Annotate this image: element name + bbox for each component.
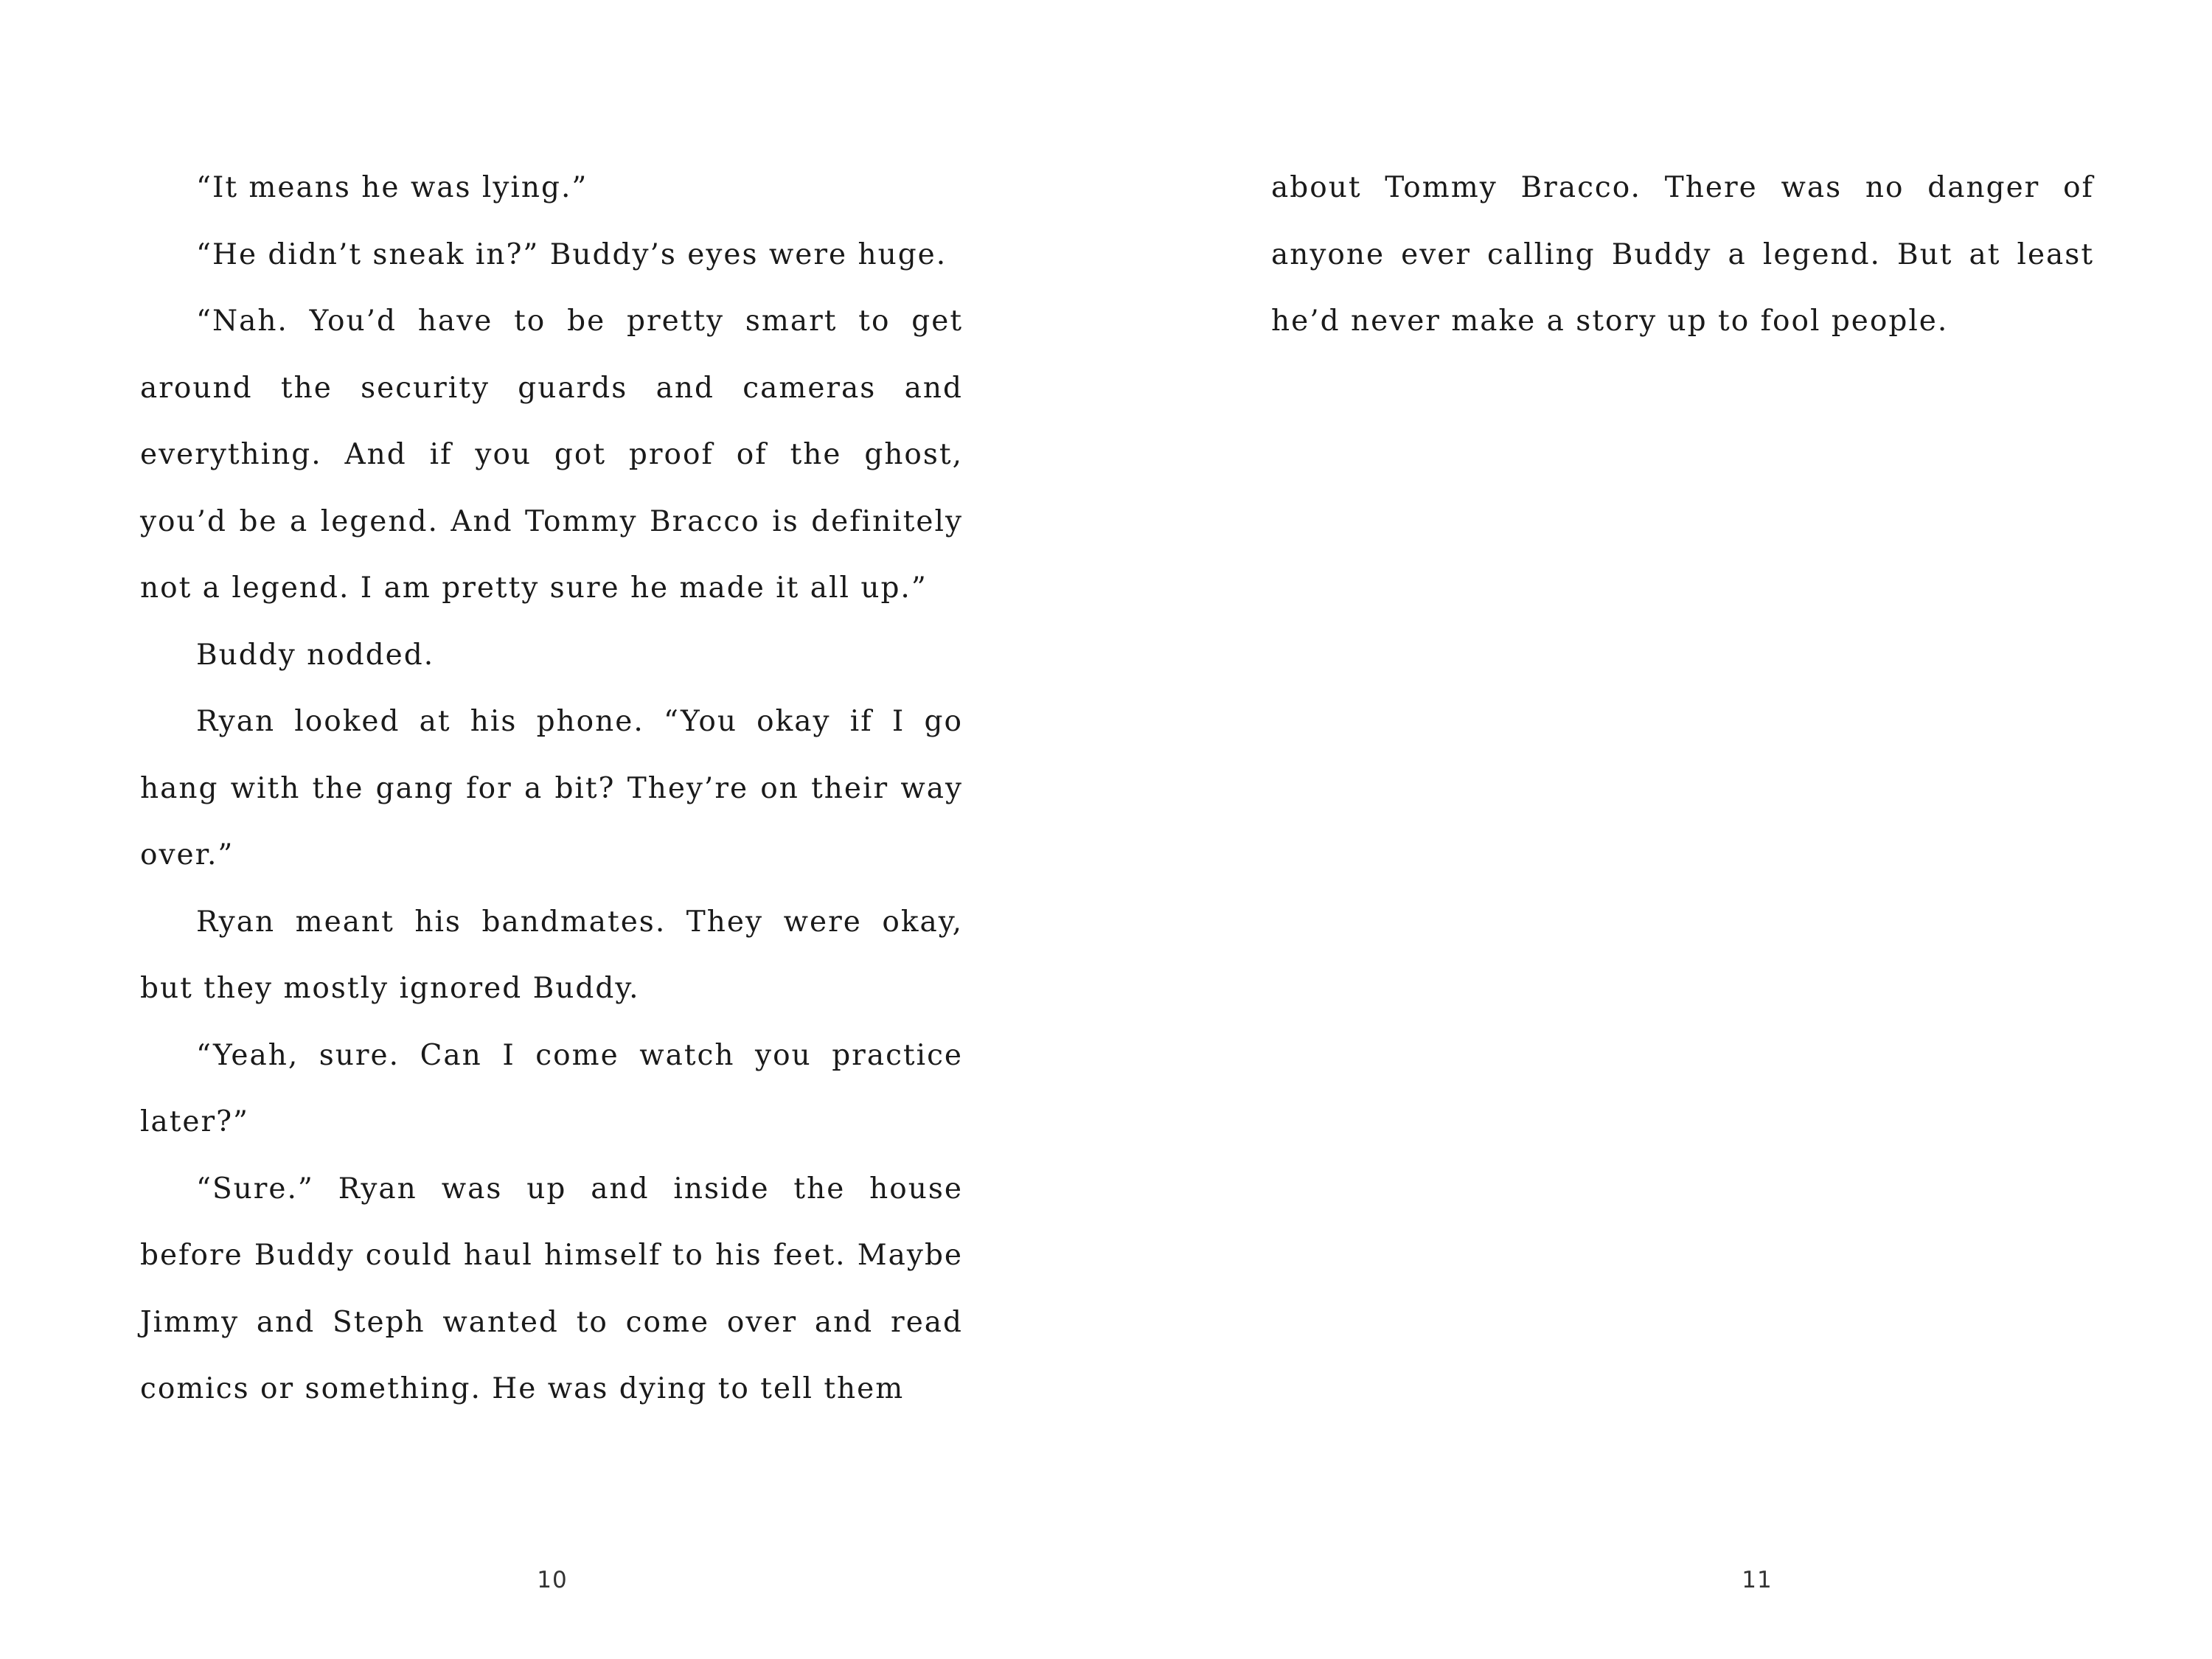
paragraph: “He didn’t sneak in?” Buddy’s eyes were huge. — [196, 237, 947, 271]
paragraph: Ryan meant his bandmates. They were okay, but they mostly ignored Buddy. — [140, 905, 963, 1005]
right-page — [1106, 0, 2212, 1659]
paragraph: Ryan looked at his phone. “You okay if I go hang with the gang for a bit? They’re on their way over.” — [140, 705, 963, 872]
paragraph: “Yeah, sure. Can I come watch you practice later?” — [140, 1038, 963, 1138]
left-page-text — [140, 155, 963, 1423]
paragraph: “Sure.” Ryan was up and inside the house before Buddy could haul himself to his feet. Maybe Jimmy and Steph wanted to come over and read comics or something. He was dying to tell them — [140, 1172, 963, 1405]
page-number-right: 11 — [1742, 1567, 1773, 1593]
right-page-text — [1271, 155, 2094, 355]
paragraph: “Nah. You’d have to be pretty smart to get around the security guards and cameras and everything. And if you got proof of the ghost, you’d be a legend. And Tommy Bracco is definitely not a legend. I am pretty sure he made it all up.” — [140, 305, 963, 605]
paragraph: “It means he was lying.” — [196, 171, 588, 204]
paragraph: Buddy nodded. — [196, 638, 435, 672]
page-number-left: 10 — [537, 1567, 568, 1593]
paragraph-continued: about Tommy Bracco. There was no danger of anyone ever calling Buddy a legend. But at least he’d never make a story up to fool people. — [1271, 171, 2094, 338]
